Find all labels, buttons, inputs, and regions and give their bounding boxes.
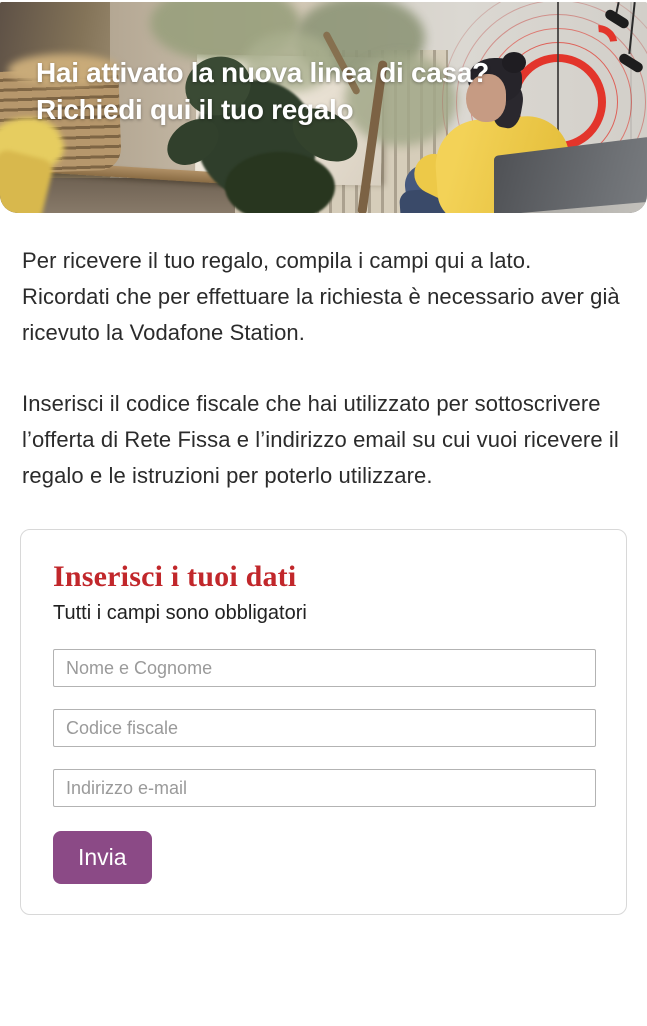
submit-button[interactable]: Invia [53,831,152,884]
email-input[interactable] [53,769,596,807]
gift-request-form [20,529,627,915]
hero-banner [0,2,647,213]
name-surname-input[interactable] [53,649,596,687]
hero-headline-line1: Hai attivato la nuova linea di casa? [36,57,489,88]
intro-paragraph-2: Inserisci il codice fiscale che hai utilizzato per sottoscrivere l’offerta di Rete Fissa e l’indirizzo email su cui vuoi ricevere il regalo e le istruzioni per poterlo utilizzare. [22,391,619,488]
fiscal-code-input[interactable] [53,709,596,747]
intro-paragraph-1: Per ricevere il tuo regalo, compila i campi qui a lato. Ricordati che per effettuare la richiesta è necessario aver già ricevuto la Vodafone Station. [22,248,620,345]
plant-leaves-illustration [225,152,335,213]
form-title: Inserisci i tuoi dati [53,560,297,593]
intro-section [0,213,647,494]
hero-headline [36,54,596,128]
hero-headline-line2: Richiedi qui il tuo regalo [36,94,354,125]
form-subtitle: Tutti i campi sono obbligatori [53,602,307,624]
